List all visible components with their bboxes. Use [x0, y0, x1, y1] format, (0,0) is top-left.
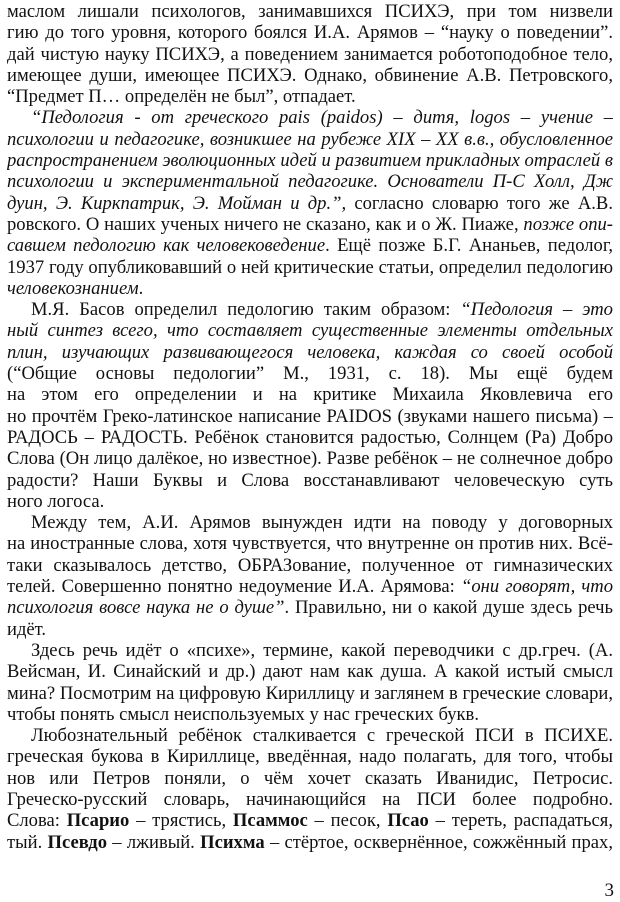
- text-line: [7, 44, 613, 65]
- bold-term: Психма: [200, 831, 265, 853]
- text-line: [7, 171, 613, 192]
- text-line: [7, 214, 613, 235]
- italic-text: “они говорят, что: [461, 576, 613, 598]
- text-line: [7, 661, 613, 682]
- text-segment: .: [138, 277, 144, 299]
- text-segment: Любознательный ребёнок сталкивается с греческой ПСИ в ПСИХЕ.: [31, 725, 613, 747]
- text-line: [7, 448, 613, 469]
- text-line: [7, 129, 613, 150]
- text-segment: гию до того уровня, которого боялся И.А. Арямов – “науку о поведении”.: [7, 22, 613, 44]
- text-line: [7, 555, 613, 576]
- text-line: [7, 86, 613, 107]
- text-segment: 1937 году опубликовавший о ней критические статьи, определил педологию: [7, 256, 613, 278]
- page-number: 3: [604, 880, 614, 901]
- text-line: [7, 257, 613, 278]
- text-segment: согласно словарю того же А.В.: [354, 192, 613, 214]
- italic-text: человекознанием: [7, 277, 139, 299]
- bold-term: Псао: [387, 810, 429, 832]
- italic-text: “Педология – это: [460, 299, 613, 321]
- italic-text: распространением эволюционных идей и развитием прикладных отраслей в: [7, 150, 613, 172]
- text-line: [7, 406, 613, 427]
- text-segment: ровского. О наших ученых ничего не сказано, как и о Ж. Пиаже,: [7, 213, 524, 235]
- text-line: [7, 832, 613, 853]
- bold-term: Псарио: [66, 810, 130, 832]
- text-segment: радости? Наши Буквы и Слова восстанавливают человеческую суть: [7, 469, 613, 491]
- text-segment: – песок,: [307, 810, 388, 832]
- text-line: [7, 107, 613, 128]
- text-line: [7, 491, 613, 512]
- text-segment: тый.: [7, 831, 48, 853]
- italic-text: психологии и экспериментальной педагогике. Основатели П-С Холл, Дж: [7, 171, 613, 193]
- text-line: [7, 640, 613, 661]
- text-line: [7, 22, 613, 43]
- text-segment: телей. Совершенно понятно недоумение И.А. Арямова:: [7, 576, 461, 598]
- text-line: [7, 597, 613, 618]
- text-segment: Слова:: [7, 810, 67, 832]
- italic-text: плин, изучающих развивающегося человека, каждая со своей особой: [7, 341, 613, 363]
- text-segment: Слова (Он лицо далёкое, но известное). Разве ребёнок – не солнечное добро: [7, 448, 613, 470]
- text-segment: маслом лишали психологов, занимавшихся ПСИХЭ, при том низвели: [7, 1, 613, 22]
- text-line: [7, 704, 613, 725]
- text-segment: на этом его определении и на критике Михаила Яковлевича его: [7, 384, 613, 406]
- text-segment: ного логоса.: [7, 490, 105, 512]
- text-segment: нов или Петров поняли, о чём хочет сказать Иванидис, Петросис.: [7, 767, 613, 789]
- text-segment: – трястись,: [129, 810, 233, 832]
- text-segment: идёт.: [7, 618, 47, 640]
- text-segment: на иностранные слова, хотя чувствуется, что внутренне он против них. Всё-: [7, 533, 613, 555]
- text-segment: чтобы понять смысл неиспользуемых у нас греческих букв.: [7, 703, 479, 725]
- bold-term: Псевдо: [47, 831, 107, 853]
- text-line: [7, 470, 613, 491]
- text-segment: Здесь речь идёт о «психе», термине, какой переводчики с др.греч. (А.: [31, 639, 613, 661]
- italic-text: дуин, Э. Киркпатрик, Э. Мойман и др.”,: [7, 192, 347, 214]
- text-line: [7, 193, 613, 214]
- text-segment: греческая букова в Кириллице, введённая, надо полагать, для того, чтобы: [7, 746, 613, 768]
- text-segment: М.Я. Басов определил педологию таким образом:: [31, 299, 461, 321]
- text-line: [7, 278, 613, 299]
- text-segment: таки сказывалось детство, ОБРАЗование, полученное от гимназических: [7, 554, 613, 576]
- text-line: [7, 363, 613, 384]
- italic-text: “Педология - от греческого pais (paidos) – дитя, logos – учение –: [31, 107, 613, 129]
- italic-text: психологии и педагогике, возникшее на рубеже XIX – XX в.в., обусловленное: [7, 128, 613, 150]
- text-line: [7, 384, 613, 405]
- text-line: [7, 810, 613, 831]
- text-segment: . Ещё позже Б.Г. Ананьев, педолог,: [325, 235, 613, 257]
- text-segment: дай чистую науку ПСИХЭ, а поведением занимается роботоподобное тело,: [7, 43, 613, 65]
- text-segment: Между тем, А.И. Арямов вынужден идти на поводу у договорных: [31, 512, 613, 534]
- text-segment: Греческо-русский словарь, начинающийся на ПСИ более подробно.: [7, 788, 613, 810]
- text-line: [7, 789, 613, 810]
- text-segment: – стёртое, осквернённое, сожжённый прах,: [269, 831, 613, 853]
- text-segment: РАДОСЬ – РАДОСТЬ. Ребёнок становится радостью, Солнцем (Ра) Добро: [7, 426, 613, 448]
- italic-text: савшем педологию как человековедение: [7, 235, 326, 257]
- text-line: [7, 746, 613, 767]
- text-line: [7, 683, 613, 704]
- text-segment: – тереть, распадаться,: [435, 810, 613, 832]
- text-segment: Вейсман, И. Синайский и др.) дают нам как душа. А какой истый смысл: [7, 661, 613, 683]
- text-line: [7, 65, 613, 86]
- text-line: [7, 235, 613, 256]
- text-line: [7, 427, 613, 448]
- text-line: [7, 150, 613, 171]
- text-line: [7, 1, 613, 22]
- text-segment: имеющее души, имеющее ПСИХЭ. Однако, обвинение А.В. Петровского,: [7, 64, 613, 86]
- text-segment: “Предмет П… определён не был”, отпадает.: [7, 86, 356, 108]
- text-line: [7, 533, 613, 554]
- text-segment: – лживый.: [107, 831, 201, 853]
- text-line: [7, 299, 613, 320]
- text-segment: (“Общие основы педологии” М., 1931, с. 18). Мы ещё будем: [7, 363, 613, 385]
- document-body: [7, 1, 613, 853]
- text-segment: мина? Посмотрим на цифровую Кириллицу и заглянем в греческие словари,: [7, 682, 613, 704]
- italic-text: позже опи-: [523, 213, 613, 235]
- bold-term: Псаммос: [232, 810, 308, 832]
- text-line: [7, 342, 613, 363]
- text-line: [7, 576, 613, 597]
- text-line: [7, 512, 613, 533]
- text-line: [7, 320, 613, 341]
- italic-text: ный синтез всего, что составляет существенные элементы отдельных: [7, 320, 613, 342]
- text-line: [7, 768, 613, 789]
- text-line: [7, 725, 613, 746]
- text-segment: но прочтём Греко-латинское написание PAIDOS (звуками нашего письма) –: [7, 405, 613, 427]
- italic-text: психология вовсе наука не о душе”: [7, 597, 285, 619]
- text-line: [7, 619, 613, 640]
- text-segment: . Правильно, ни о какой душе здесь речь: [284, 597, 613, 619]
